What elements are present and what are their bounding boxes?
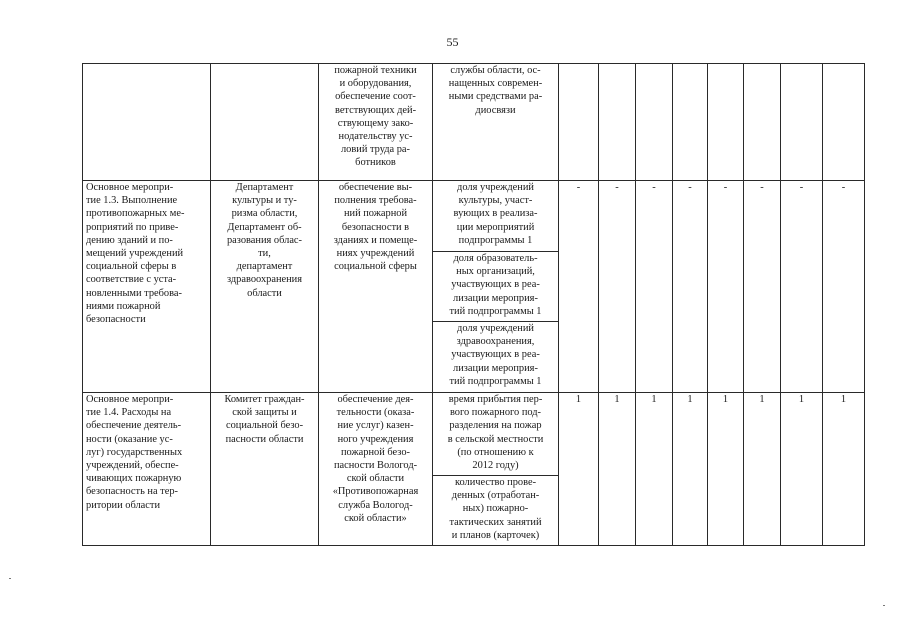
text-line: ботников [355,157,396,169]
text-line: ской области» [344,512,407,524]
executors-cell [211,181,319,393]
text-line: пожарной безо- [341,446,410,458]
text-line: Департамент об- [227,221,302,233]
measure-cell [83,181,211,393]
value-cell [559,64,599,181]
text-line: ской защиты и [232,407,297,419]
text-line: зданиях и помеще- [333,234,418,246]
text-line: ти, [258,248,271,260]
text-line: социальной сферы в [86,261,177,273]
measure-cell [83,393,211,546]
program-measures-table [82,63,865,546]
text-line: участвующих в реа- [451,349,540,361]
content-cell [319,64,433,181]
text-line: вующих в реализа- [453,208,538,220]
text-line: здравоохранения [226,274,303,286]
text-line: нащенных современ- [448,78,543,90]
indicator-cell [433,181,559,252]
value-cell [781,64,823,181]
text-line: ветствующих дей- [334,104,417,116]
text-line: обеспечение вы- [338,182,413,193]
text-line: ской области [346,473,405,485]
text-line: доля образователь- [453,253,538,264]
text-line: роприятий по приве- [86,221,179,233]
text-line: области [247,287,282,299]
text-line: денных (отработан- [451,490,540,502]
text-line: обеспечение деятель- [86,420,182,432]
executors-cell [211,64,319,181]
text-line: ние услуг) казен- [337,420,414,432]
text-line: доля учреждений [457,323,534,334]
text-line: ного учреждения [337,433,414,445]
text-line: мещений учреждений [86,248,184,260]
executors-cell [211,393,319,546]
table-row [83,64,865,181]
scan-speck [9,578,11,579]
value-cell: - [673,181,708,393]
text-line: обеспечение соот- [335,91,416,103]
text-line: Основное меропри- [86,394,174,405]
text-line: ными средствами ра- [448,91,543,103]
value-cell: 1 [823,393,865,546]
text-line: тие 1.4. Расходы на [86,407,172,419]
value-cell [708,64,744,181]
text-line: 2012 году) [472,460,519,472]
text-line: соответствие с уста- [86,274,177,286]
value-cell [744,64,781,181]
text-line: ниях учреждений [336,248,415,260]
text-line: ний пожарной [343,208,408,220]
text-line: тельности (оказа- [336,407,415,419]
text-line: ризма области, [231,208,298,220]
text-line: здравоохранения, [456,336,535,348]
text-line: полнения требова- [334,195,417,207]
text-line: нодательству ус- [338,131,413,143]
text-line: Департамент [235,182,294,193]
text-line: службы области, ос- [450,65,541,76]
text-line: обеспечение дея- [337,394,414,405]
text-line: культуры, участ- [458,195,533,207]
text-line: и планов (карточек) [451,529,540,541]
value-cell: 1 [708,393,744,546]
value-cell: - [599,181,636,393]
value-cell: 1 [599,393,636,546]
text-line: пасности области [225,433,304,445]
text-line: противопожарных ме- [86,208,185,220]
indicator-cell [433,393,559,476]
value-cell: 1 [781,393,823,546]
text-line: безопасность на тер- [86,486,178,498]
text-line: ритории области [86,499,161,511]
text-line: безопасности в [341,221,410,233]
text-line: в сельской местности [447,433,544,445]
text-line: чивающих пожарную [86,473,182,485]
content-cell [319,181,433,393]
text-line: участвующих в реа- [451,279,540,291]
page-number: 55 [446,35,459,49]
value-cell [823,64,865,181]
text-line: количество прове- [454,477,537,488]
value-cell: - [823,181,865,393]
table-row [83,393,865,476]
value-cell: - [636,181,673,393]
text-line: ных) пожарно- [462,503,529,515]
text-line: ции мероприятий [456,221,535,233]
value-cell: - [708,181,744,393]
value-cell: 1 [744,393,781,546]
text-line: ности (оказание ус- [86,433,173,445]
content-cell [319,393,433,546]
text-line: социальной безо- [225,420,304,432]
text-line: безопасности [86,314,146,326]
text-line: учреждений, обеспе- [86,460,179,472]
text-line: вого пожарного под- [449,407,542,419]
value-cell: - [744,181,781,393]
text-line: тие 1.3. Выполнение [86,195,178,207]
text-line: служба Вологод- [338,499,413,511]
value-cell: 1 [673,393,708,546]
text-line: дению зданий и по- [86,234,173,246]
text-line: социальной сферы [334,261,417,273]
text-line: время прибытия пер- [448,394,543,405]
value-cell: 1 [559,393,599,546]
indicator-cell [433,252,559,322]
scan-speck [883,605,885,606]
text-line: пасности Вологод- [333,460,418,472]
measure-cell [83,64,211,181]
text-line: департамент [236,261,293,273]
text-line: новленными требова- [86,287,182,299]
text-line: доля учреждений [457,182,534,193]
value-cell [636,64,673,181]
indicator-cell [433,64,559,181]
text-line: (по отношению к [457,446,534,458]
text-line: подпрограммы 1 [458,234,533,246]
indicator-cell [433,476,559,546]
text-line: лизации мероприя- [453,362,538,374]
text-line: Комитет граждан- [224,394,305,405]
indicator-cell [433,322,559,393]
text-line: тактических занятий [449,516,542,528]
text-line: диосвязи [475,104,516,116]
value-cell [673,64,708,181]
text-line: лизации мероприя- [453,292,538,304]
value-cell [599,64,636,181]
text-line: пожарной техники [334,65,417,76]
text-line: ниями пожарной [86,300,161,312]
table-row [83,181,865,252]
text-line: «Противопожарная [332,486,419,498]
text-line: культуры и ту- [232,195,297,207]
value-cell: - [781,181,823,393]
text-line: ствующему зако- [337,117,414,129]
text-line: луг) государственных [86,446,183,458]
text-line: ных организаций, [456,266,535,278]
text-line: разделения на пожар [449,420,542,432]
text-line: Основное меропри- [86,182,174,193]
text-line: тий подпрограммы 1 [449,375,542,387]
value-cell: 1 [636,393,673,546]
value-cell: - [559,181,599,393]
text-line: и оборудования, [339,78,412,90]
text-line: тий подпрограммы 1 [449,305,542,317]
text-line: разования облас- [226,234,303,246]
text-line: ловий труда ра- [340,144,411,156]
